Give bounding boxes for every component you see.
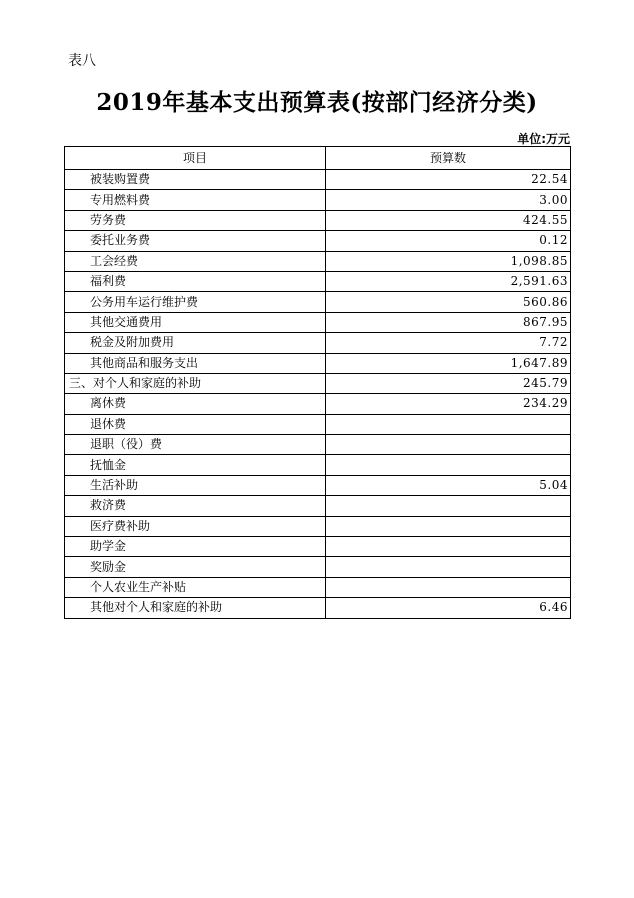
row-amount — [326, 537, 571, 557]
row-item-label: 退职（役）费 — [65, 435, 326, 455]
row-item-label: 抚恤金 — [65, 455, 326, 475]
row-amount: 424.55 — [326, 210, 571, 230]
row-amount: 1,647.89 — [326, 353, 571, 373]
table-row — [65, 496, 571, 516]
table-row — [65, 577, 571, 597]
row-item-label: 救济费 — [65, 496, 326, 516]
row-amount: 2,591.63 — [326, 271, 571, 291]
row-amount: 560.86 — [326, 292, 571, 312]
table-row — [65, 537, 571, 557]
row-amount: 22.54 — [326, 170, 571, 190]
row-item-label: 委托业务费 — [65, 231, 326, 251]
row-amount: 245.79 — [326, 373, 571, 393]
page-title: 2019年基本支出预算表(按部门经济分类) — [96, 89, 538, 116]
unit-label: 单位:万元 — [517, 132, 570, 146]
table-row — [65, 455, 571, 475]
row-amount: 0.12 — [326, 231, 571, 251]
row-item-label: 其他商品和服务支出 — [65, 353, 326, 373]
row-amount: 7.72 — [326, 333, 571, 353]
row-item-label: 专用燃料费 — [65, 190, 326, 210]
table-row — [65, 414, 571, 434]
table-label: 表八 — [68, 53, 96, 69]
table-row — [65, 292, 571, 312]
row-amount — [326, 455, 571, 475]
row-amount — [326, 496, 571, 516]
row-item-label: 退休费 — [65, 414, 326, 434]
row-item-label: 工会经费 — [65, 251, 326, 271]
row-amount: 3.00 — [326, 190, 571, 210]
row-item-label: 三、对个人和家庭的补助 — [65, 373, 326, 393]
table-row — [65, 353, 571, 373]
row-item-label: 生活补助 — [65, 475, 326, 495]
table-row — [65, 312, 571, 332]
row-item-label: 劳务费 — [65, 210, 326, 230]
table-row — [65, 333, 571, 353]
row-item-label: 奖励金 — [65, 557, 326, 577]
column-header-item: 项目 — [65, 147, 326, 170]
row-item-label: 税金及附加费用 — [65, 333, 326, 353]
table-row — [65, 394, 571, 414]
row-item-label: 医疗费补助 — [65, 516, 326, 536]
row-amount — [326, 435, 571, 455]
row-item-label: 福利费 — [65, 271, 326, 291]
row-item-label: 被装购置费 — [65, 170, 326, 190]
row-item-label: 个人农业生产补贴 — [65, 577, 326, 597]
table-row — [65, 516, 571, 536]
row-item-label: 离休费 — [65, 394, 326, 414]
table-row — [65, 251, 571, 271]
row-amount: 234.29 — [326, 394, 571, 414]
row-item-label: 公务用车运行维护费 — [65, 292, 326, 312]
table-row — [65, 557, 571, 577]
row-amount: 1,098.85 — [326, 251, 571, 271]
row-amount — [326, 577, 571, 597]
table-row — [65, 271, 571, 291]
row-item-label: 其他对个人和家庭的补助 — [65, 598, 326, 618]
row-item-label: 其他交通费用 — [65, 312, 326, 332]
table-row — [65, 373, 571, 393]
row-amount: 5.04 — [326, 475, 571, 495]
table-row — [65, 231, 571, 251]
table-row — [65, 435, 571, 455]
row-amount — [326, 557, 571, 577]
table-row — [65, 210, 571, 230]
column-header-amount: 预算数 — [326, 147, 571, 170]
budget-table — [64, 146, 571, 619]
row-amount — [326, 516, 571, 536]
table-row — [65, 475, 571, 495]
table-header-row — [65, 147, 571, 170]
table-row — [65, 598, 571, 618]
table-row — [65, 170, 571, 190]
row-item-label: 助学金 — [65, 537, 326, 557]
row-amount — [326, 414, 571, 434]
row-amount: 6.46 — [326, 598, 571, 618]
table-row — [65, 190, 571, 210]
row-amount: 867.95 — [326, 312, 571, 332]
